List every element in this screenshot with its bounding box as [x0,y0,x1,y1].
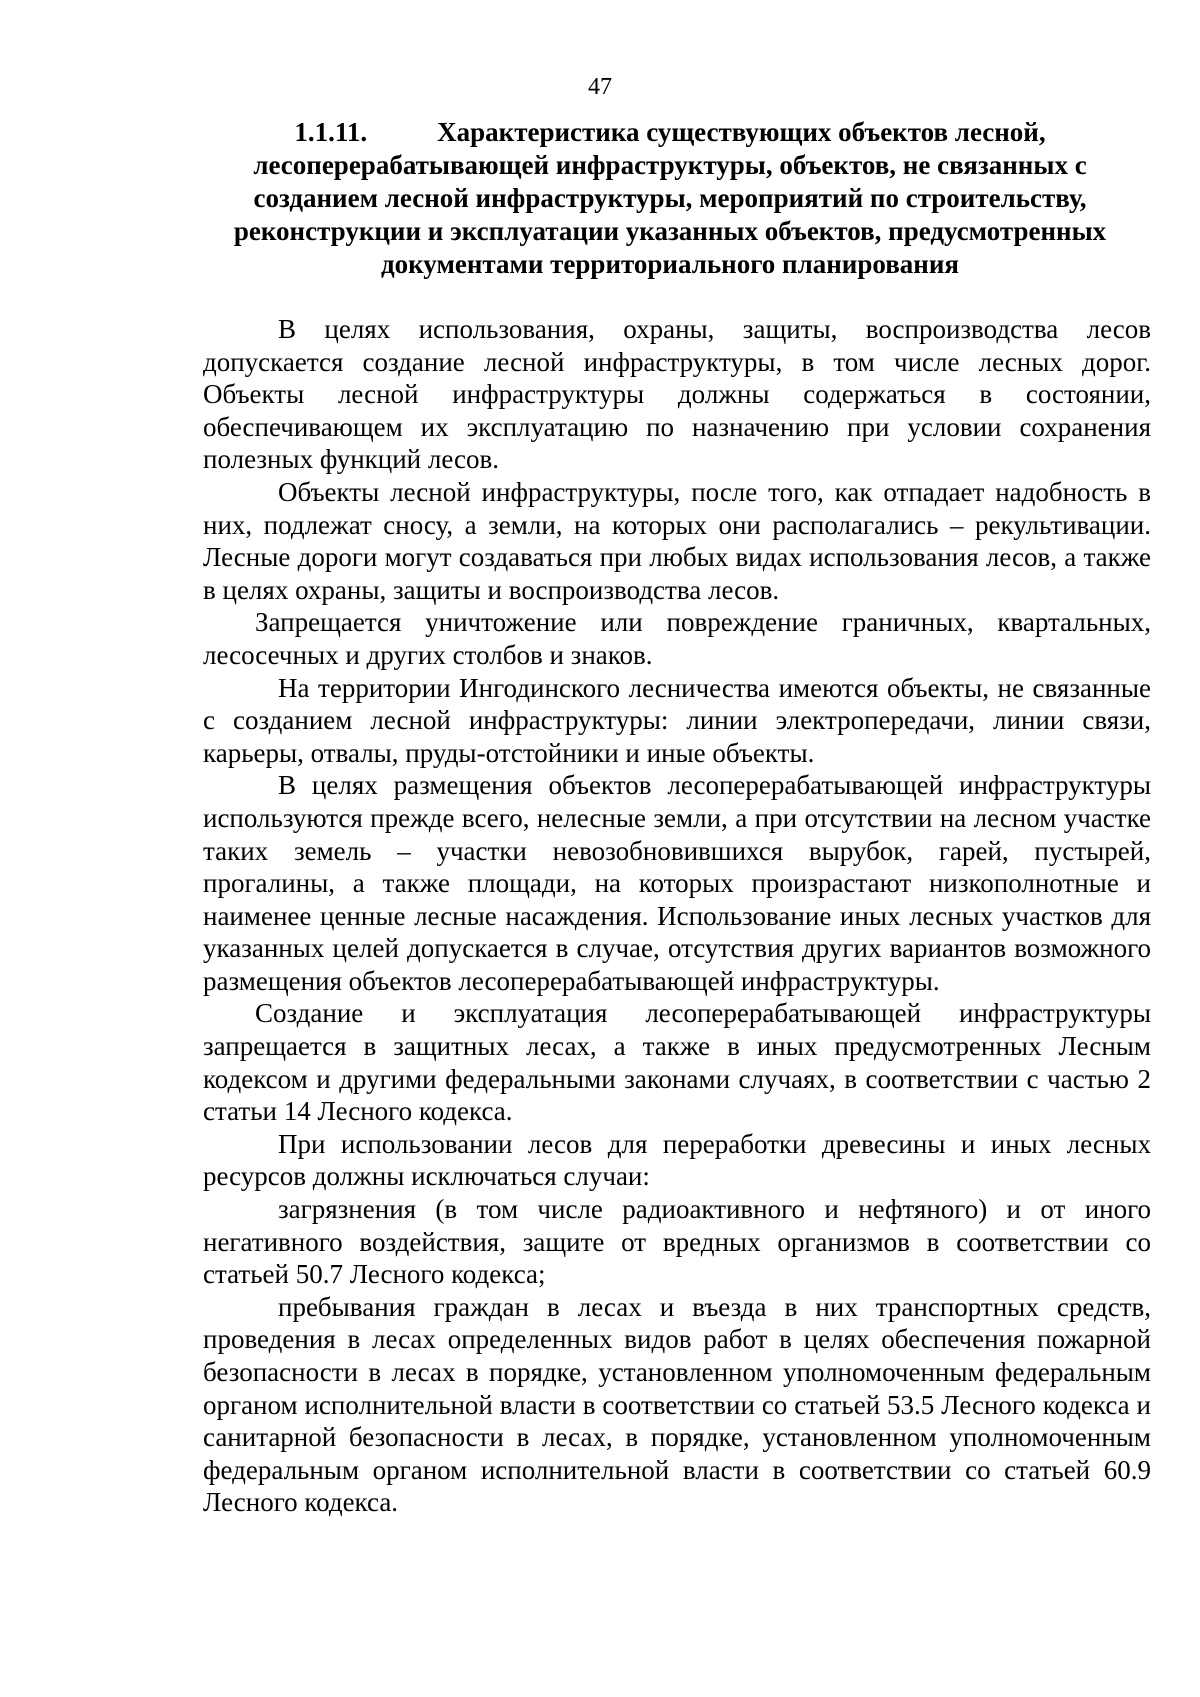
section-number: 1.1.11. [294,117,368,147]
paragraph-6: Создание и эксплуатация лесоперерабатывающей инфраструктуры запрещается в защитных лесах, а также в иных предусмотренных Лесным кодексом и другими федеральными законами случаях, в соответствии с частью 2 статьи 14 Лесного кодекса. [203,998,1151,1127]
paragraph-1: В целях использования, охраны, защиты, воспроизводства лесов допускается создание лесной инфраструктуры, в том числе лесных дорог. Объекты лесной инфраструктуры должны содержаться в состоянии, обеспечивающем их эксплуатацию по назначению при условии сохранения полезных функций лесов. [203,314,1151,475]
paragraph-7: При использовании лесов для переработки древесины и иных лесных ресурсов должны исключаться случаи: [203,1128,1151,1192]
section-heading [205,116,1135,281]
paragraph-2: Объекты лесной инфраструктуры, после того, как отпадает надобность в них, подлежат сносу, а земли, на которых они располагались – рекультивации. Лесные дороги могут создаваться при любых видах использования лесов, а также в целях охраны, защиты и воспроизводства лесов. [203,476,1151,605]
paragraph-3: Запрещается уничтожение или повреждение граничных, квартальных, лесосечных и других столбов и знаков. [203,607,1151,670]
paragraph-9: пребывания граждан в лесах и въезда в них транспортных средств, проведения в лесах определенных видов работ в целях обеспечения пожарной безопасности в лесах в порядке, установленном уполномоченным федеральным органом исполнительной власти в соответствии со статьей 53.5 Лесного кодекса и санитарной безопасности в лесах, в порядке, установленном уполномоченным федеральным органом исполнительной власти в соответствии со статьей 60.9 Лесного кодекса. [203,1291,1151,1518]
heading-line-3: созданием лесной инфраструктуры, мероприятий по строительству, [253,183,1087,213]
body-text [203,313,1151,1519]
heading-line-2: лесоперерабатывающей инфраструктуры, объектов, не связанных с [253,150,1087,180]
heading-line-1 [205,116,1135,149]
paragraph-4: На территории Ингодинского лесничества имеются объекты, не связанные с созданием лесной инфраструктуры: линии электропередачи, линии связи, карьеры, отвалы, пруды-отстойники и иные объекты. [203,672,1151,768]
heading-line-5: документами территориального планирования [380,249,960,279]
page-number: 47 [588,74,612,100]
heading-line-4: реконструкции и эксплуатации указанных объектов, предусмотренных [233,216,1107,246]
heading-text-1: Характеристика существующих объектов лесной, [437,117,1046,147]
paragraph-8: загрязнения (в том числе радиоактивного и нефтяного) и от иного негативного воздействия, защите от вредных организмов в соответствии со статьей 50.7 Лесного кодекса; [203,1194,1151,1290]
paragraph-5: В целях размещения объектов лесоперерабатывающей инфраструктуры используются прежде всего, нелесные земли, а при отсутствии на лесном участке таких земель – участки невозобновившихся вырубок, гарей, пустырей, прогалины, а также площади, на которых произрастают низкополнотные и наименее ценные лесные насаждения. Использование иных лесных участков для указанных целей допускается в случае, отсутствия других вариантов возможного размещения объектов лесоперерабатывающей инфраструктуры. [203,770,1151,996]
